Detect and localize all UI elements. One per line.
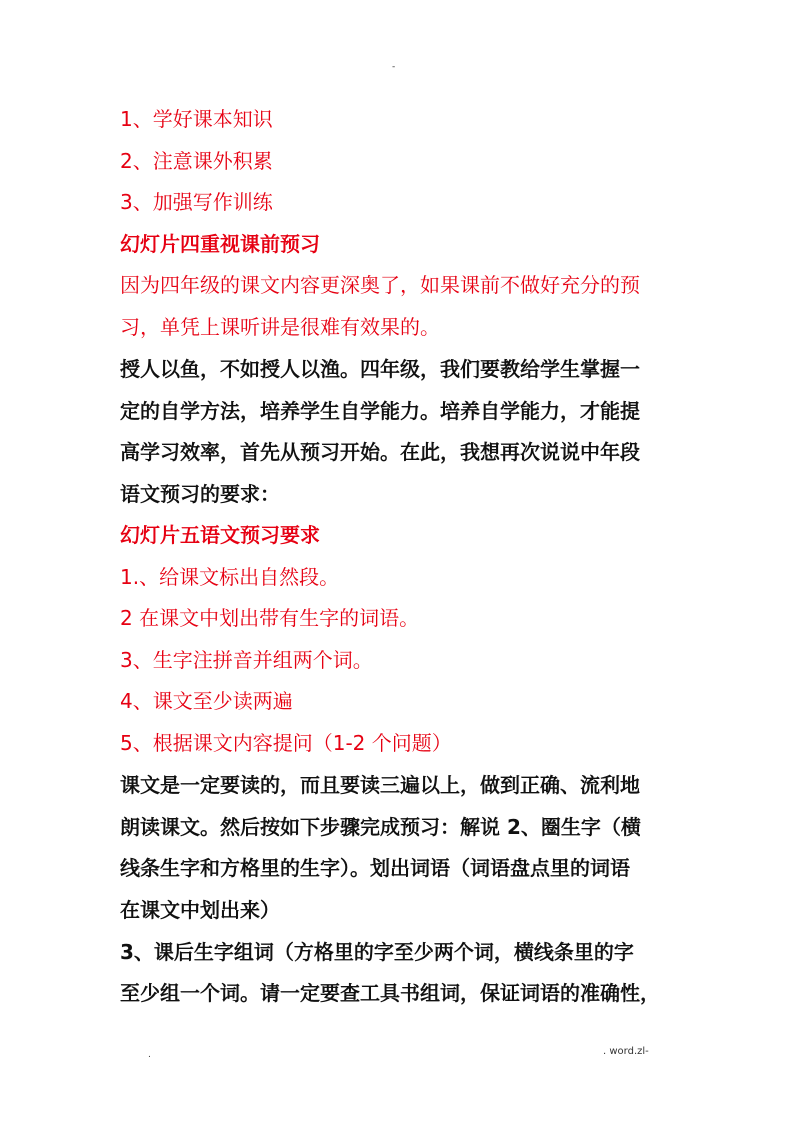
paragraph-line: 因为四年级的课文内容更深奥了，如果课前不做好充分的预: [120, 273, 640, 297]
list-item: 5、根据课文内容提问（1-2 个问题）: [120, 731, 452, 755]
section-heading-slide-5: 幻灯片五语文预习要求: [120, 523, 320, 547]
paragraph-line: 3、课后生字组词（方格里的字至少两个词，横线条里的字: [120, 940, 634, 964]
section-heading-slide-4: 幻灯片四重视课前预习: [120, 232, 320, 256]
paragraph-line: 至少组一个词。请一定要查工具书组词，保证词语的准确性，: [120, 981, 660, 1005]
list-item: 2 在课文中划出带有生字的词语。: [120, 606, 420, 630]
footer-right-text: . word.zl-: [603, 1046, 649, 1057]
paragraph-line: 朗读课文。然后按如下步骤完成预习：解说 2、圈生字（横: [120, 815, 641, 839]
list-item-3: 3、加强写作训练: [120, 190, 273, 214]
paragraph-line: 高学习效率，首先从预习开始。在此，我想再次说说中年段: [120, 440, 640, 464]
list-item: 4、课文至少读两遍: [120, 689, 293, 713]
header-mark: -: [392, 62, 396, 72]
list-item: 3、生字注拼音并组两个词。: [120, 648, 373, 672]
paragraph-line: 线条生字和方格里的生字）。划出词语（词语盘点里的词语: [120, 856, 630, 880]
paragraph-line: 课文是一定要读的，而且要读三遍以上，做到正确、流利地: [120, 773, 640, 797]
paragraph-line: 习，单凭上课听讲是很难有效果的。: [120, 315, 440, 339]
list-item-2: 2、注意课外积累: [120, 149, 273, 173]
list-item-1: 1、学好课本知识: [120, 107, 273, 131]
paragraph-line: 语文预习的要求：: [120, 482, 280, 506]
paragraph-line: 定的自学方法，培养学生自学能力。培养自学能力，才能提: [120, 399, 640, 423]
paragraph-line: 在课文中划出来）: [120, 898, 280, 922]
list-item: 1.、给课文标出自然段。: [120, 565, 340, 589]
footer-left-mark: .: [148, 1050, 151, 1060]
paragraph-line: 授人以鱼，不如授人以渔。四年级，我们要教给学生掌握一: [120, 357, 640, 381]
